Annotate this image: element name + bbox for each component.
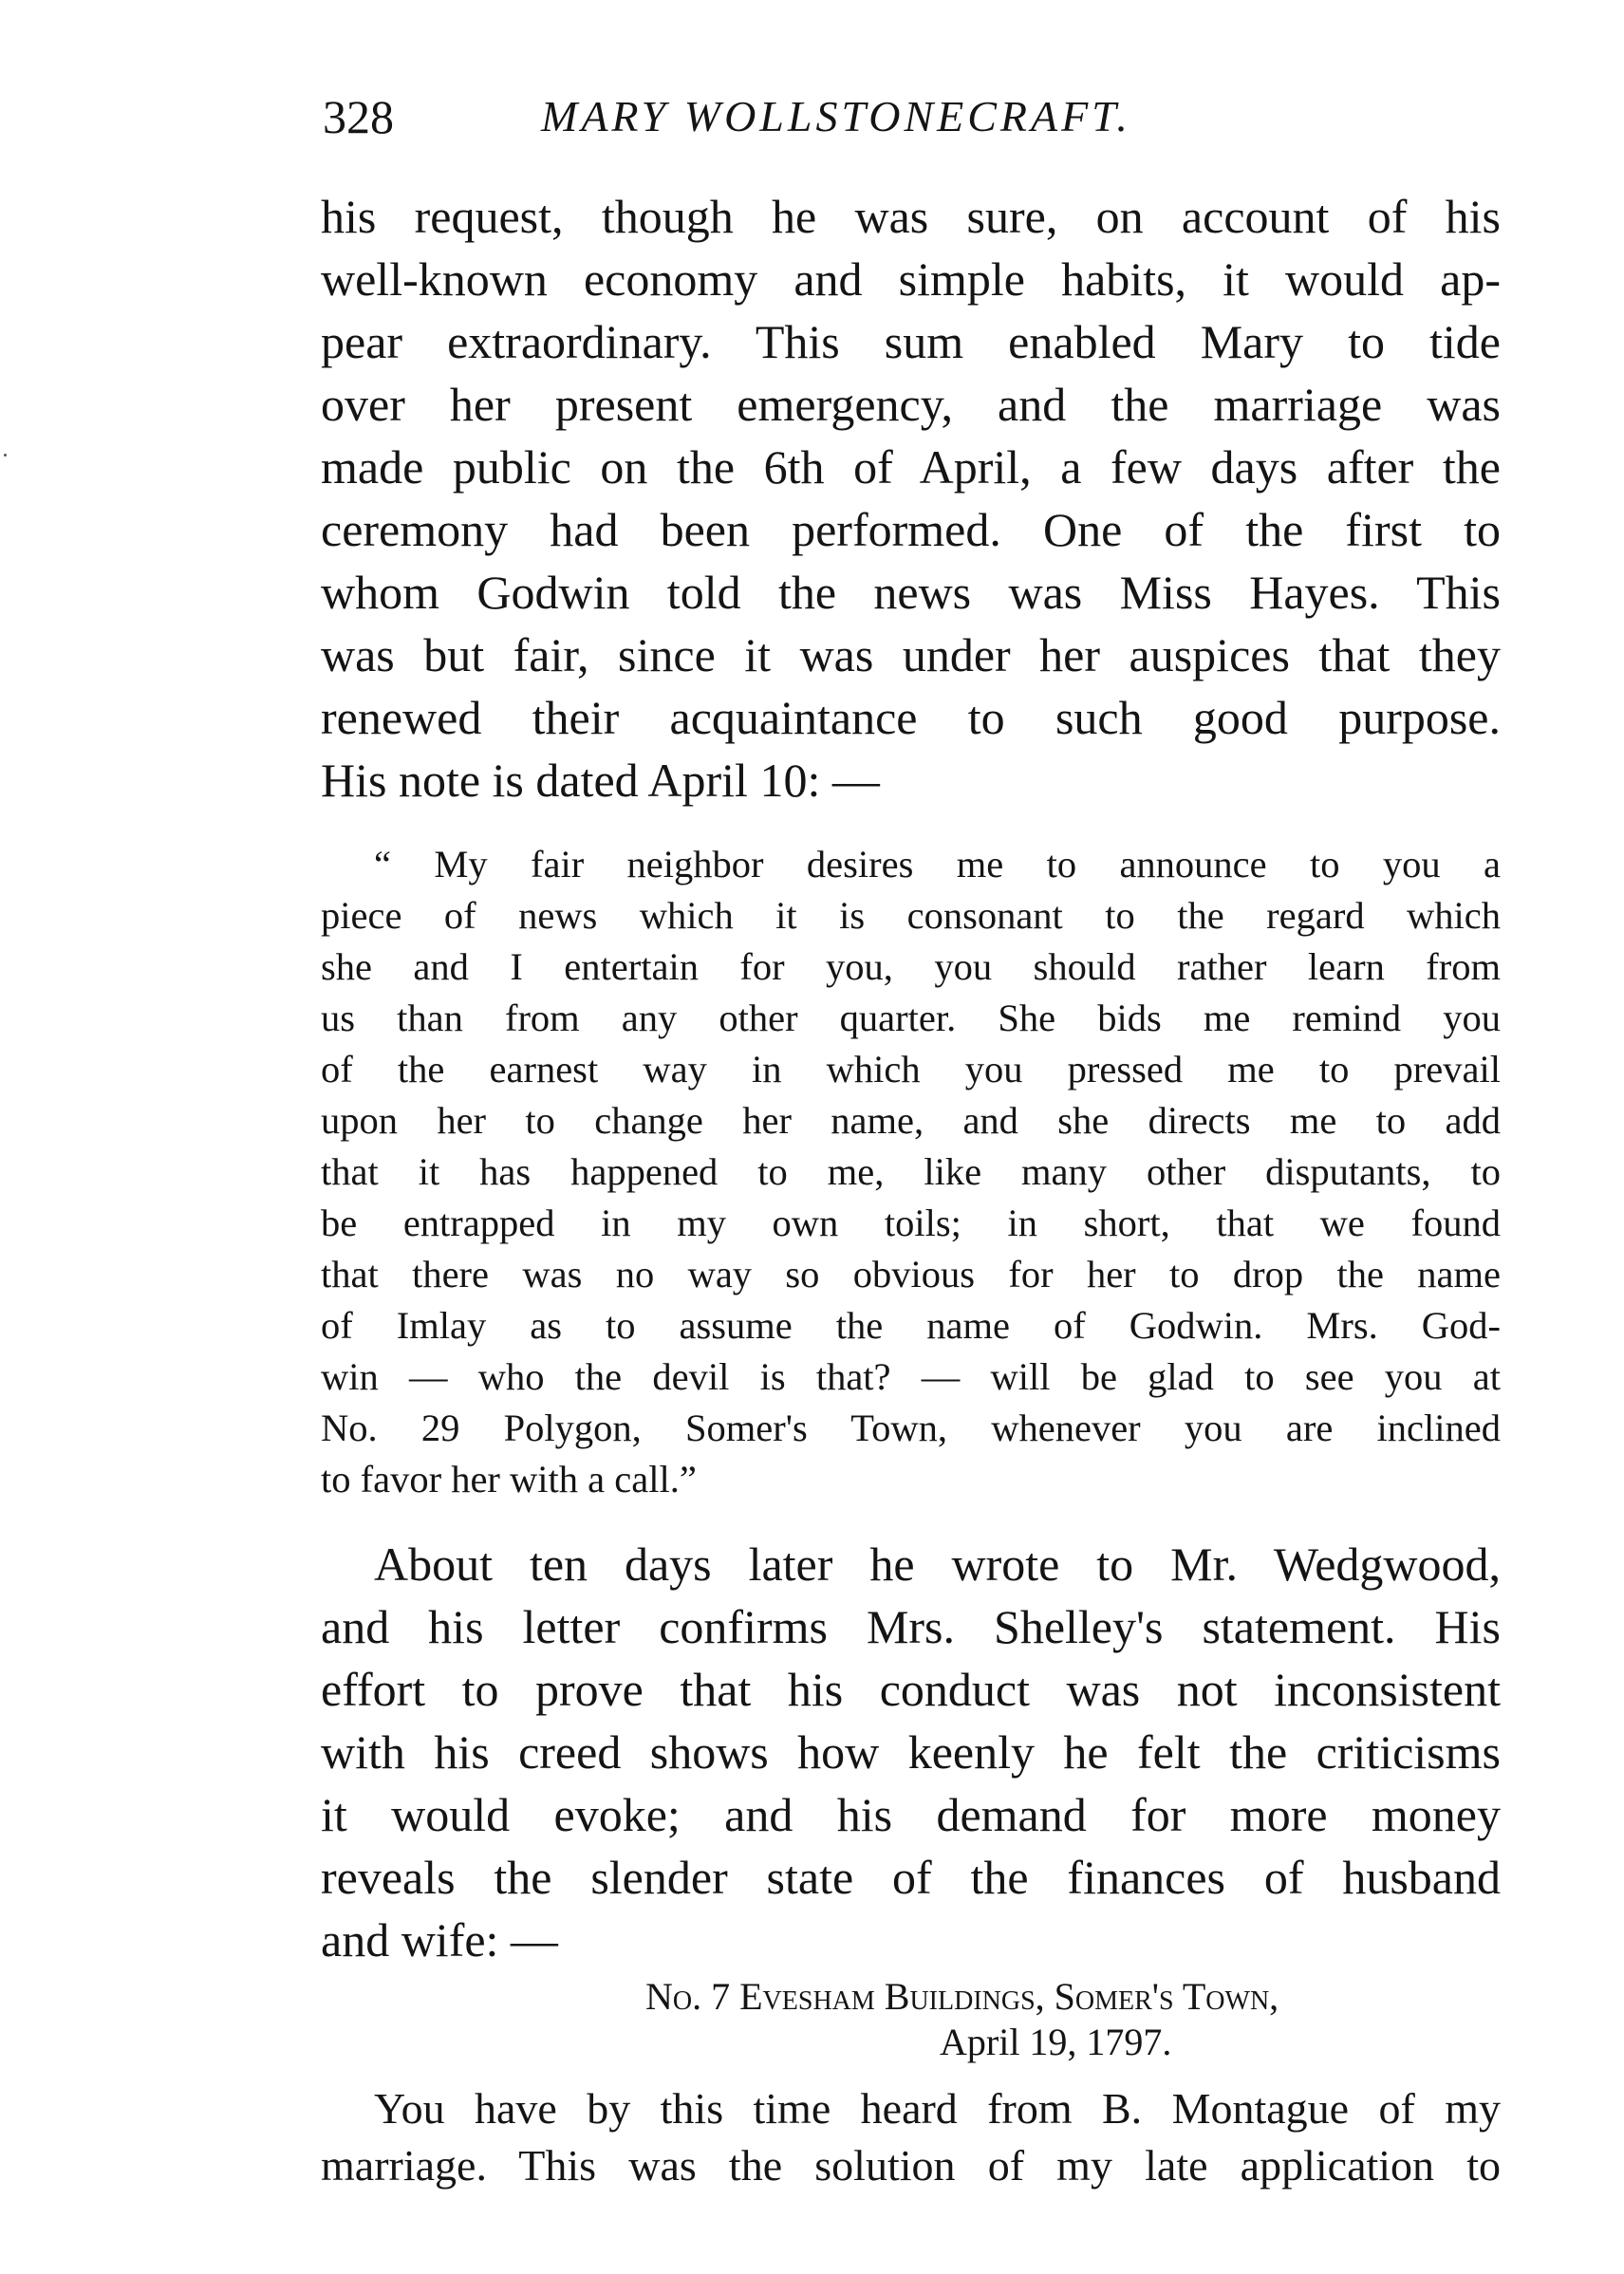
quote-line: upon her to change her name, and she directs me to add [321,1099,1501,1142]
paragraph-line: You have by this time heard from B. Montague of my [374,2084,1501,2133]
paragraph-line: was but fair, since it was under her auspices that they [321,628,1501,681]
paragraph-line: marriage. This was the solution of my late application to [321,2141,1501,2190]
margin-speck [4,454,7,457]
letter-date: April 19, 1797. [940,2021,1172,2063]
paragraph-line: over her present emergency, and the marriage was [321,378,1501,431]
quote-line: win — who the devil is that? — will be glad to see you at [321,1355,1501,1398]
quote-line: us than from any other quarter. She bids me remind you [321,997,1501,1039]
letter-address: No. 7 Evesham Buildings, Somer's Town, [645,1975,1279,2018]
paragraph-line: well-known economy and simple habits, it would ap- [321,252,1501,306]
paragraph-line: pear extraordinary. This sum enabled Mary to tide [321,315,1501,368]
paragraph-line: with his creed shows how keenly he felt the criticisms [321,1725,1501,1779]
paragraph-line: ceremony had been performed. One of the first to [321,503,1501,556]
quote-line: of the earnest way in which you pressed me to prevail [321,1048,1501,1090]
quote-line: be entrapped in my own toils; in short, that we found [321,1202,1501,1244]
paragraph-line: renewed their acquaintance to such good purpose. [321,691,1501,744]
quote-line: piece of news which it is consonant to the regard which [321,894,1501,937]
quote-line: that it has happened to me, like many other disputants, to [321,1150,1501,1193]
paragraph-line: and wife: — [321,1913,558,1966]
paragraph-line: and his letter confirms Mrs. Shelley's statement. His [321,1600,1501,1653]
paragraph-line: effort to prove that his conduct was not inconsistent [321,1663,1501,1716]
page-header [323,84,1281,150]
paragraph-line: his request, though he was sure, on account of his [321,190,1501,243]
paragraph-line: whom Godwin told the news was Miss Hayes. This [321,566,1501,619]
quote-line: that there was no way so obvious for her to drop the name [321,1253,1501,1295]
page-number: 328 [323,90,394,143]
quote-line: to favor her with a call.” [321,1458,697,1500]
paragraph-line: made public on the 6th of April, a few days after the [321,440,1501,494]
running-title: MARY WOLLSTONECRAFT. [541,92,1131,140]
quote-line: “ My fair neighbor desires me to announce to you a [374,843,1501,885]
paragraph-line: About ten days later he wrote to Mr. Wedgwood, [374,1538,1501,1591]
quote-line: of Imlay as to assume the name of Godwin. Mrs. God- [321,1304,1501,1347]
quote-line: No. 29 Polygon, Somer's Town, whenever you are inclined [321,1407,1501,1449]
paragraph-line: it would evoke; and his demand for more money [321,1788,1501,1841]
paragraph-line: His note is dated April 10: — [321,754,880,807]
paragraph-line: reveals the slender state of the finances of husband [321,1851,1501,1904]
quote-line: she and I entertain for you, you should rather learn from [321,945,1501,988]
